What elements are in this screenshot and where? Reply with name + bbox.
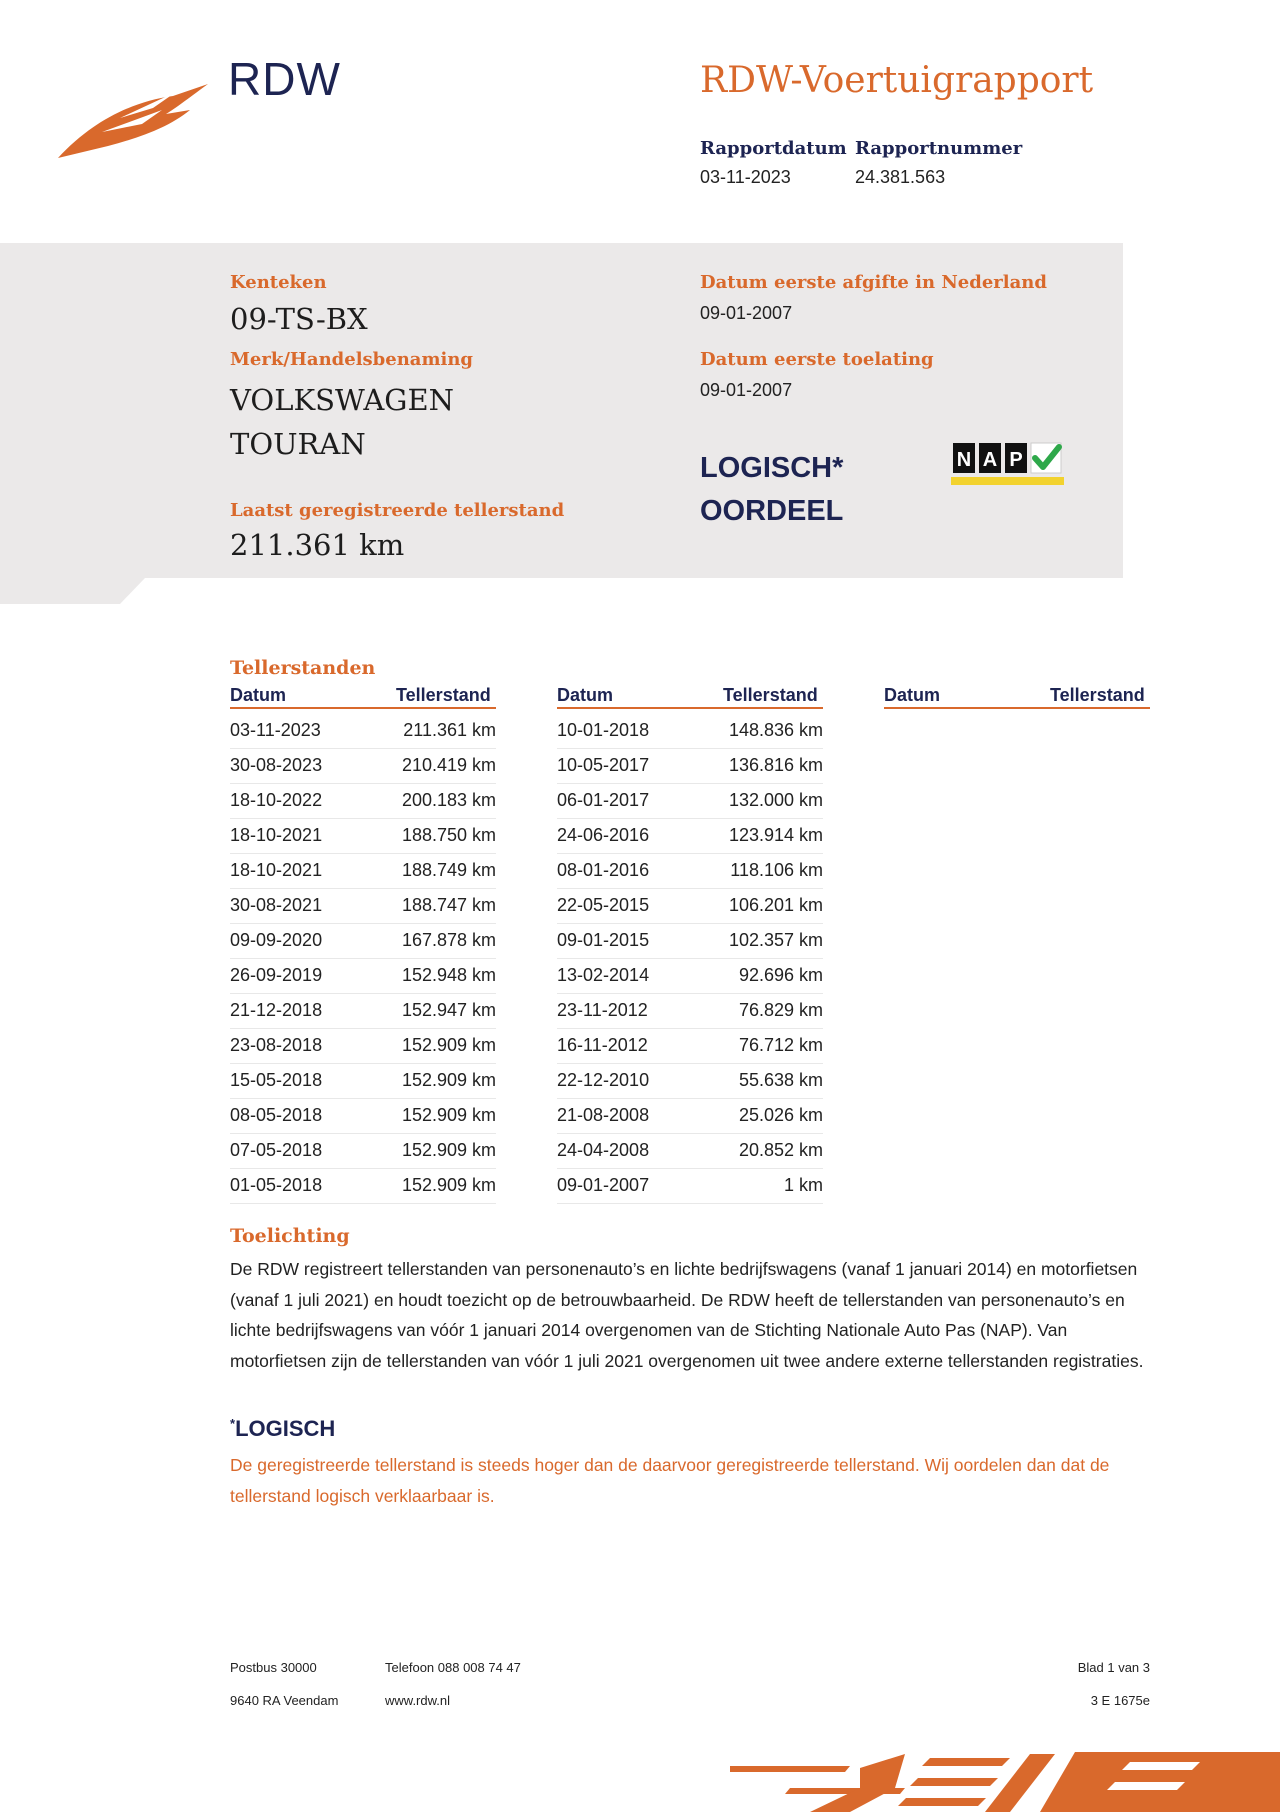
reading-km: 20.852 km	[738, 1140, 823, 1160]
reading-date: 21-08-2008	[557, 1105, 650, 1125]
reading-date: 23-11-2012	[557, 1000, 648, 1020]
reading-date: 15-05-2018	[230, 1070, 323, 1090]
explanation-title: Toelichting	[230, 1225, 350, 1247]
col1-header-rule	[230, 707, 496, 709]
reading-row	[230, 1134, 496, 1169]
reading-date: 01-05-2018	[230, 1175, 323, 1195]
reading-row	[557, 1099, 823, 1134]
verdict-line-1: LOGISCH*	[700, 452, 844, 484]
reading-date: 13-02-2014	[557, 965, 650, 985]
first-admission-date: 09-01-2007	[700, 380, 793, 400]
reading-km: 188.747 km	[401, 895, 496, 915]
reading-row	[557, 784, 823, 819]
reading-km: 92.696 km	[738, 965, 823, 985]
reading-row	[230, 1169, 496, 1204]
readings-column-1	[230, 714, 496, 1204]
footer-code: 3 E 1675e	[1090, 1693, 1150, 1708]
logo-text: RDW	[228, 53, 341, 105]
col2-header-rule	[557, 707, 823, 709]
first-issue-label: Datum eerste afgifte in Nederland	[700, 272, 1047, 293]
reading-km: 152.909 km	[401, 1070, 496, 1090]
reading-km: 152.909 km	[401, 1035, 496, 1055]
reading-km: 152.948 km	[401, 965, 496, 985]
reading-date: 26-09-2019	[230, 965, 323, 985]
reading-row	[557, 1134, 823, 1169]
logisch-heading-text: LOGISCH	[235, 1416, 336, 1441]
reading-km: 106.201 km	[728, 895, 823, 915]
reading-km: 200.183 km	[401, 790, 496, 810]
reading-km: 76.712 km	[738, 1035, 823, 1055]
reading-date: 06-01-2017	[557, 790, 650, 810]
footer-page: Blad 1 van 3	[1077, 1660, 1150, 1675]
reading-row	[557, 1169, 823, 1204]
col2-date-header: Datum	[557, 685, 614, 705]
reading-km: 123.914 km	[728, 825, 823, 845]
footer-stripes-decoration	[730, 1748, 1280, 1812]
reading-date: 10-01-2018	[557, 720, 650, 740]
reading-row	[230, 959, 496, 994]
reading-row	[230, 994, 496, 1029]
reading-date: 09-09-2020	[230, 930, 323, 950]
reading-date: 22-12-2010	[557, 1070, 650, 1090]
reading-km: 152.909 km	[401, 1105, 496, 1125]
reading-row	[557, 959, 823, 994]
reading-row	[230, 1099, 496, 1134]
col2-reading-header: Tellerstand	[723, 685, 818, 705]
reading-row	[230, 889, 496, 924]
reading-km: 1 km	[783, 1175, 823, 1195]
reading-row	[557, 994, 823, 1029]
reading-date: 21-12-2018	[230, 1000, 323, 1020]
reading-date: 18-10-2021	[230, 825, 323, 845]
reading-date: 08-05-2018	[230, 1105, 323, 1125]
reading-km: 152.947 km	[401, 1000, 496, 1020]
reading-km: 152.909 km	[401, 1140, 496, 1160]
brand-label: Merk/Handelsbenaming	[230, 349, 474, 370]
verdict-line-2: OORDEEL	[700, 495, 844, 527]
report-date-label: Rapportdatum	[700, 138, 847, 159]
nap-letter-p: P	[1009, 449, 1023, 471]
logisch-heading	[230, 1416, 335, 1442]
reading-date: 22-05-2015	[557, 895, 650, 915]
odometer-value: 211.361 km	[230, 528, 405, 562]
reading-date: 07-05-2018	[230, 1140, 323, 1160]
reading-date: 03-11-2023	[230, 720, 321, 740]
reading-date: 30-08-2021	[230, 895, 323, 915]
reading-date: 18-10-2022	[230, 790, 323, 810]
reading-row	[230, 1029, 496, 1064]
reading-row	[557, 889, 823, 924]
footer-postbus: Postbus 30000	[230, 1660, 317, 1675]
reading-row	[557, 1029, 823, 1064]
report-date: 03-11-2023	[700, 167, 791, 187]
logisch-star: *	[230, 1416, 236, 1431]
reading-row	[230, 1064, 496, 1099]
report-title: RDW-Voertuigrapport	[700, 60, 1094, 101]
rdw-logo-icon	[58, 80, 208, 160]
reading-km: 167.878 km	[401, 930, 496, 950]
col3-date-header: Datum	[884, 685, 941, 705]
reading-row	[230, 924, 496, 959]
reading-km: 132.000 km	[728, 790, 823, 810]
logisch-text: De geregistreerde tellerstand is steeds hoger dan de daarvoor geregistreerde tellerstand. Wij oordelen dan dat de tellerstand logisch verklaarbaar is.	[230, 1455, 1110, 1506]
reading-row	[557, 1064, 823, 1099]
reading-km: 25.026 km	[738, 1105, 823, 1125]
reading-row	[230, 819, 496, 854]
reading-date: 30-08-2023	[230, 755, 323, 775]
reading-km: 211.361 km	[403, 720, 496, 740]
odometer-label: Laatst geregistreerde tellerstand	[230, 500, 565, 521]
footer-city: 9640 RA Veendam	[230, 1693, 339, 1708]
reading-date: 09-01-2015	[557, 930, 650, 950]
reading-row	[557, 714, 823, 749]
explanation-text: De RDW registreert tellerstanden van personenauto’s en lichte bedrijfswagens (vanaf 1 januari 2014) en motorfietsen (vanaf 1 juli 2021) en houdt toezicht op de betrouwbaarheid. De RDW heeft de tellerstanden van personenauto’s en lichte bedrijfswagens van vóór 1 januari 2014 overgenomen van de Stichting Nationale Auto Pas (NAP). Van motorfietsen zijn de tellerstanden van vóór 1 juli 2021 overgenomen uit twee andere externe tellerstanden registraties.	[230, 1259, 1144, 1371]
reading-date: 10-05-2017	[557, 755, 650, 775]
col1-reading-header: Tellerstand	[396, 685, 491, 705]
reading-km: 188.749 km	[401, 860, 496, 880]
report-number: 24.381.563	[855, 167, 946, 187]
reading-km: 148.836 km	[728, 720, 823, 740]
nap-letter-n: N	[956, 449, 972, 471]
vehicle-info-panel	[0, 243, 1123, 578]
first-admission-label: Datum eerste toelating	[700, 349, 934, 370]
reading-row	[557, 854, 823, 889]
col1-date-header: Datum	[230, 685, 287, 705]
reading-date: 24-04-2008	[557, 1140, 650, 1160]
col3-header-rule	[884, 707, 1150, 709]
reading-date: 09-01-2007	[557, 1175, 650, 1195]
readings-column-2	[557, 714, 823, 1204]
license-plate: 09-TS-BX	[230, 302, 368, 336]
nap-badge-icon	[951, 441, 1064, 485]
footer-website[interactable]: www.rdw.nl	[385, 1693, 451, 1708]
col3-reading-header: Tellerstand	[1050, 685, 1145, 705]
brand-line-2: TOURAN	[230, 427, 366, 461]
reading-km: 188.750 km	[401, 825, 496, 845]
report-number-label: Rapportnummer	[855, 138, 1023, 159]
reading-row	[230, 714, 496, 749]
reading-row	[230, 749, 496, 784]
reading-date: 23-08-2018	[230, 1035, 323, 1055]
reading-row	[557, 924, 823, 959]
reading-date: 18-10-2021	[230, 860, 323, 880]
reading-km: 210.419 km	[401, 755, 496, 775]
reading-km: 136.816 km	[728, 755, 823, 775]
reading-km: 118.106 km	[730, 860, 823, 880]
first-issue-date: 09-01-2007	[700, 303, 793, 323]
brand-line-1: VOLKSWAGEN	[230, 383, 455, 417]
plate-label: Kenteken	[230, 272, 327, 293]
reading-row	[230, 784, 496, 819]
reading-km: 152.909 km	[401, 1175, 496, 1195]
reading-row	[557, 819, 823, 854]
readings-title: Tellerstanden	[230, 657, 376, 679]
footer-phone: Telefoon 088 008 74 47	[385, 1660, 521, 1675]
reading-date: 24-06-2016	[557, 825, 650, 845]
nap-letter-a: A	[982, 449, 998, 471]
reading-row	[557, 749, 823, 784]
reading-km: 76.829 km	[738, 1000, 823, 1020]
reading-km: 102.357 km	[728, 930, 823, 950]
reading-row	[230, 854, 496, 889]
reading-date: 16-11-2012	[557, 1035, 648, 1055]
reading-date: 08-01-2016	[557, 860, 650, 880]
reading-km: 55.638 km	[738, 1070, 823, 1090]
panel-notch	[0, 578, 145, 604]
